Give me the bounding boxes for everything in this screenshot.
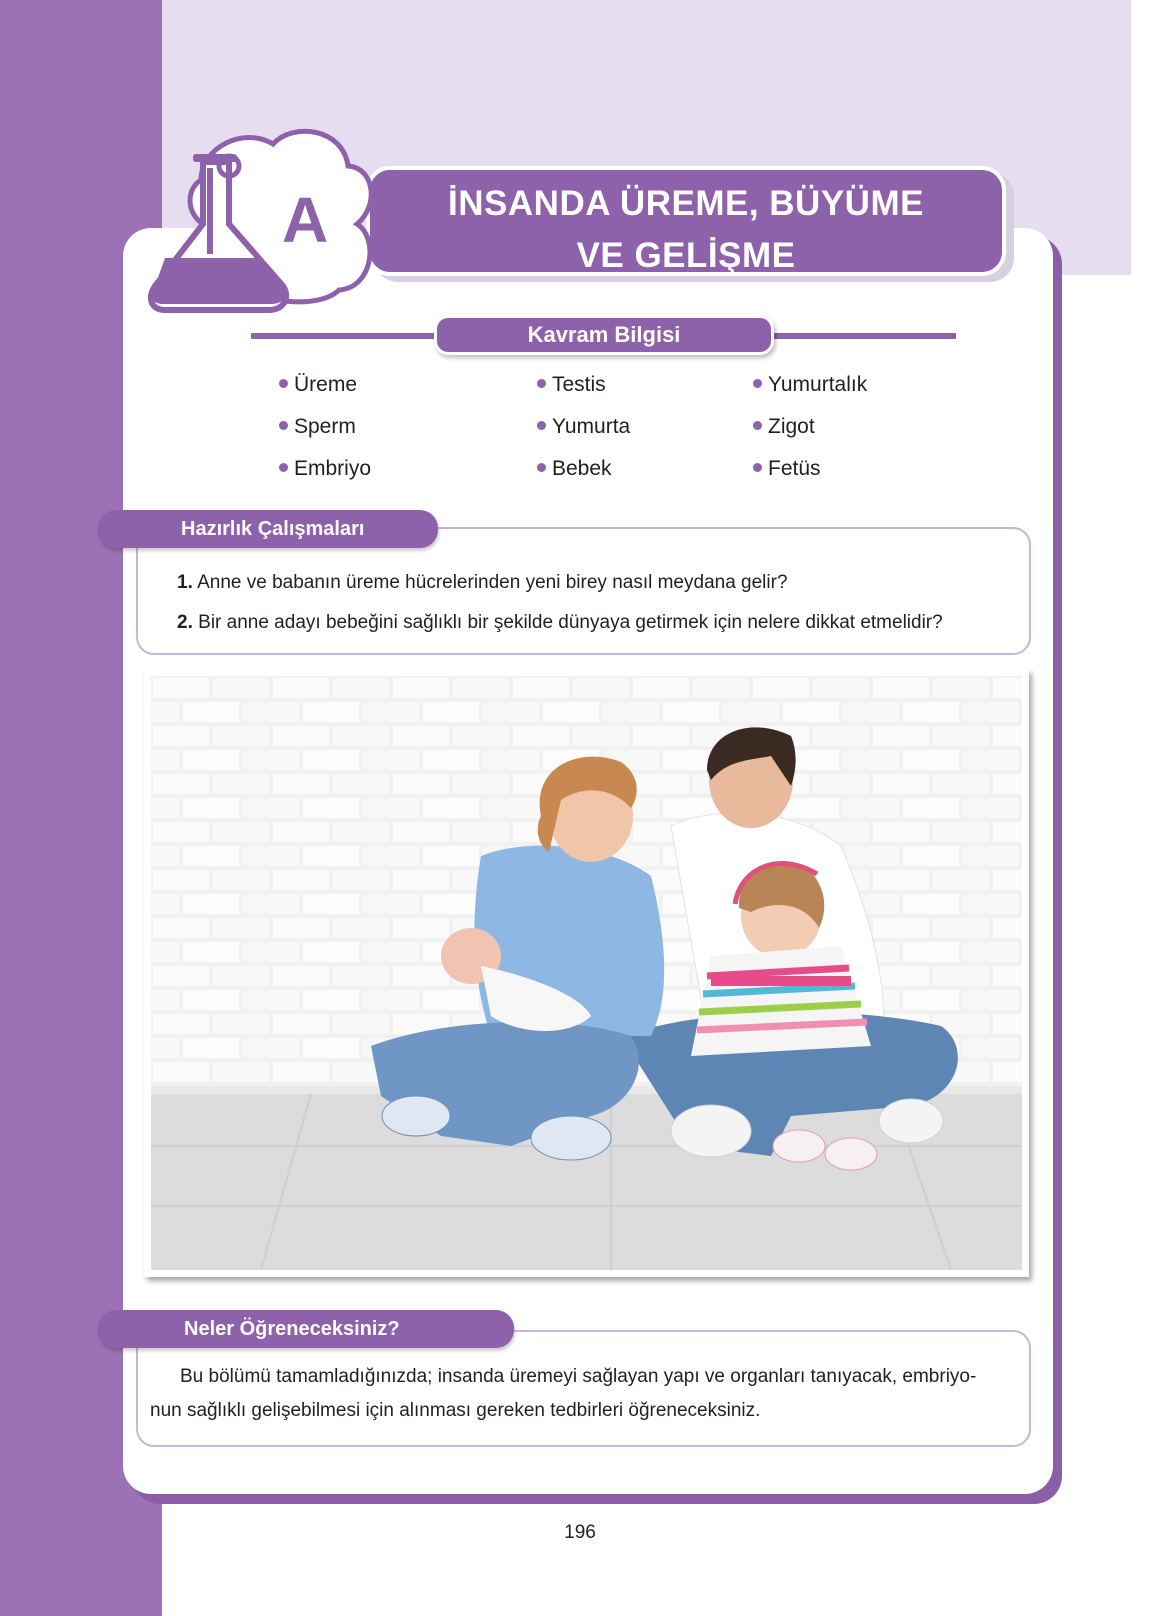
chapter-title xyxy=(370,178,1002,282)
neler-line1: Bu bölümü tamamladığınızda; insanda üremeyi sağlayan yapı ve organları tanıyacak, embriyo- xyxy=(180,1366,977,1387)
chapter-letter: A xyxy=(282,184,329,256)
concept-item: Embriyo xyxy=(279,457,371,481)
neler-paragraph xyxy=(150,1360,1010,1428)
bullet-icon xyxy=(753,421,762,430)
chapter-title-line2: VE GELİŞME xyxy=(576,236,796,275)
concept-item: Fetüs xyxy=(753,457,821,481)
chapter-title-box xyxy=(366,166,1006,276)
family-photo-illustration xyxy=(151,676,1022,1270)
kavram-bilgisi-heading: Kavram Bilgisi xyxy=(434,315,774,355)
concept-item: Sperm xyxy=(279,415,356,439)
bullet-icon xyxy=(537,463,546,472)
bullet-icon xyxy=(753,379,762,388)
family-photo xyxy=(151,676,1022,1270)
kavram-line-left xyxy=(251,333,441,339)
bullet-icon xyxy=(279,379,288,388)
concept-item: Zigot xyxy=(753,415,815,439)
neler-heading: Neler Öğreneceksiniz? xyxy=(98,1310,514,1348)
hazirlik-heading: Hazırlık Çalışmaları xyxy=(98,510,438,548)
bullet-icon xyxy=(537,421,546,430)
bullet-icon xyxy=(753,463,762,472)
concept-item: Testis xyxy=(537,373,606,397)
question-1: 1. Anne ve babanın üreme hücrelerinden yeni birey nasıl meydana gelir? xyxy=(177,572,788,593)
concept-item: Yumurta xyxy=(537,415,630,439)
concept-item: Bebek xyxy=(537,457,612,481)
kavram-line-right xyxy=(766,333,956,339)
page-number: 196 xyxy=(564,1522,596,1543)
bullet-icon xyxy=(279,421,288,430)
concept-item: Yumurtalık xyxy=(753,373,867,397)
question-2: 2. Bir anne adayı bebeğini sağlıklı bir şekilde dünyaya getirmek için nelere dikkat etmelidir? xyxy=(177,612,943,633)
bullet-icon xyxy=(537,379,546,388)
flask-icon xyxy=(143,128,383,318)
neler-line2: nun sağlıklı gelişebilmesi için alınması gereken tedbirleri öğreneceksiniz. xyxy=(150,1400,761,1421)
concept-item: Üreme xyxy=(279,373,357,397)
chapter-title-line1: İNSANDA ÜREME, BÜYÜME xyxy=(448,184,924,223)
bullet-icon xyxy=(279,463,288,472)
